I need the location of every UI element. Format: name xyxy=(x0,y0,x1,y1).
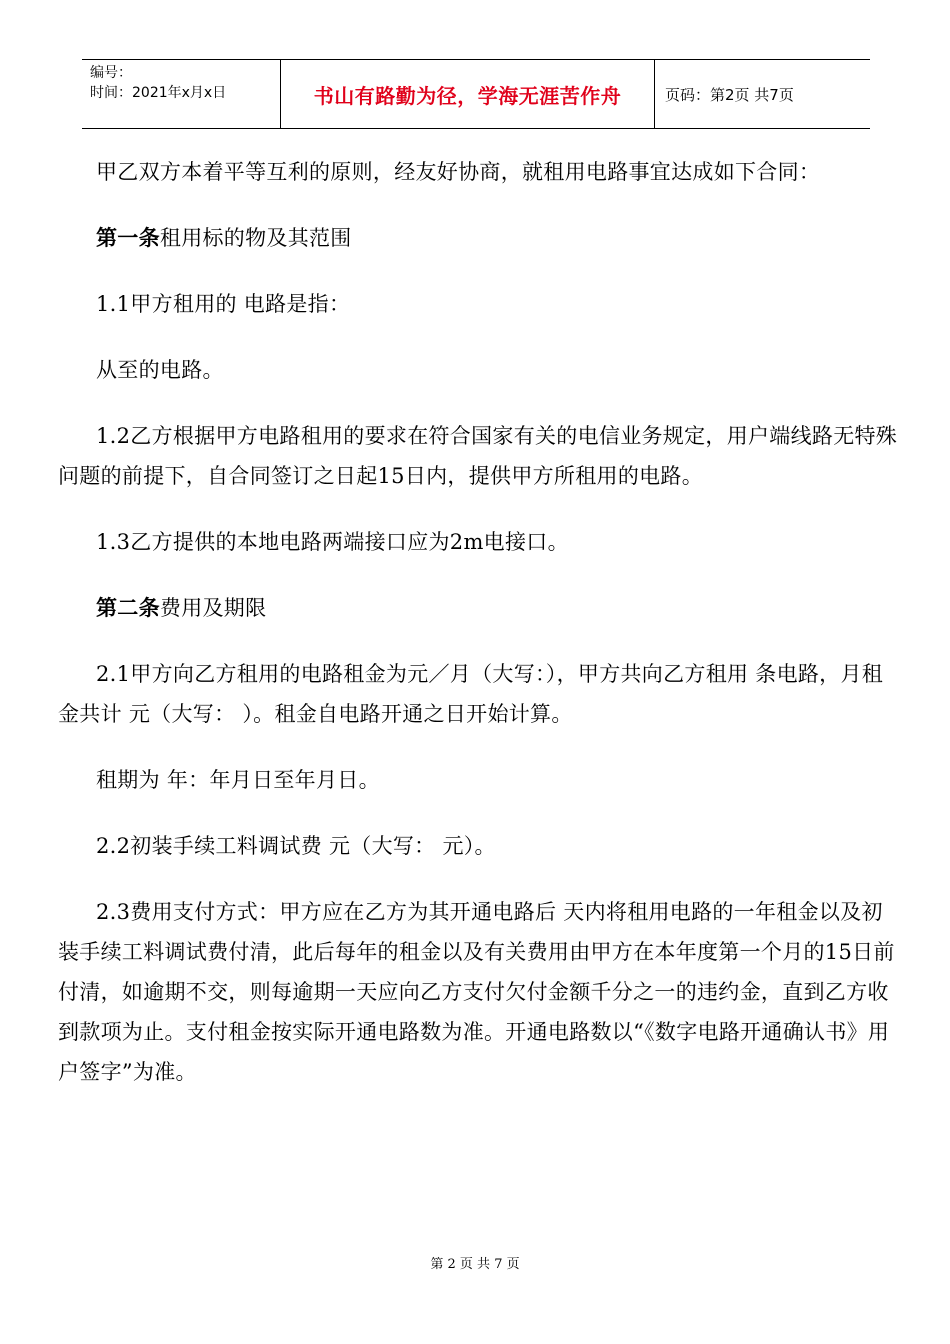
header-page-info: 页码：第2页 共7页 xyxy=(665,85,794,104)
header-motto: 书山有路勤为径，学海无涯苦作舟 xyxy=(281,60,655,128)
article-1-heading xyxy=(58,218,898,258)
document-body xyxy=(58,152,898,1092)
clause-2-3: 2.3费用支付方式：甲方应在乙方为其开通电路后 天内将租用电路的一年租金以及初装手续工料调试费付清，此后每年的租金以及有关费用由甲方在本年度第一个月的15日前付清，如逾期不交，则每逾期一天应向乙方支付欠付金额千分之一的违约金，直到乙方收到款项为止。支付租金按实际开通电路数为准。开通电路数以“《数字电路开通确认书》用户签字”为准。 xyxy=(58,900,895,1084)
document-time-label: 时间：2021年x月x日 xyxy=(90,85,227,101)
intro-paragraph: 甲乙双方本着平等互利的原则，经友好协商，就租用电路事宜达成如下合同： xyxy=(96,160,821,184)
article-1-number: 第一条 xyxy=(96,226,160,250)
clause-2-1-term: 租期为 年：年月日至年月日。 xyxy=(96,768,380,792)
header-meta-cell xyxy=(82,60,281,128)
page-footer: 第 2 页 共 7 页 xyxy=(430,1257,520,1272)
document-number-label: 编号： xyxy=(90,65,132,81)
clause-1-1-route: 从至的电路。 xyxy=(96,358,224,382)
clause-1-3: 1.3乙方提供的本地电路两端接口应为2m电接口。 xyxy=(96,530,569,554)
article-2-number: 第二条 xyxy=(96,596,160,620)
article-1-title: 租用标的物及其范围 xyxy=(159,226,352,250)
clause-2-1: 2.1甲方向乙方租用的电路租金为元／月（大写：），甲方共向乙方租用 条电路，月租金共计 元（大写： ）。租金自电路开通之日开始计算。 xyxy=(58,662,884,726)
article-2-title: 费用及期限 xyxy=(159,596,267,620)
clause-1-2: 1.2乙方根据甲方电路租用的要求在符合国家有关的电信业务规定，用户端线路无特殊问题的前提下，自合同签订之日起15日内，提供甲方所租用的电路。 xyxy=(58,424,898,488)
header-table xyxy=(82,59,870,129)
article-2-heading xyxy=(58,588,898,628)
clause-2-2: 2.2初装手续工料调试费 元（大写： 元）。 xyxy=(96,834,496,858)
clause-1-1: 1.1甲方租用的 电路是指： xyxy=(96,292,351,316)
